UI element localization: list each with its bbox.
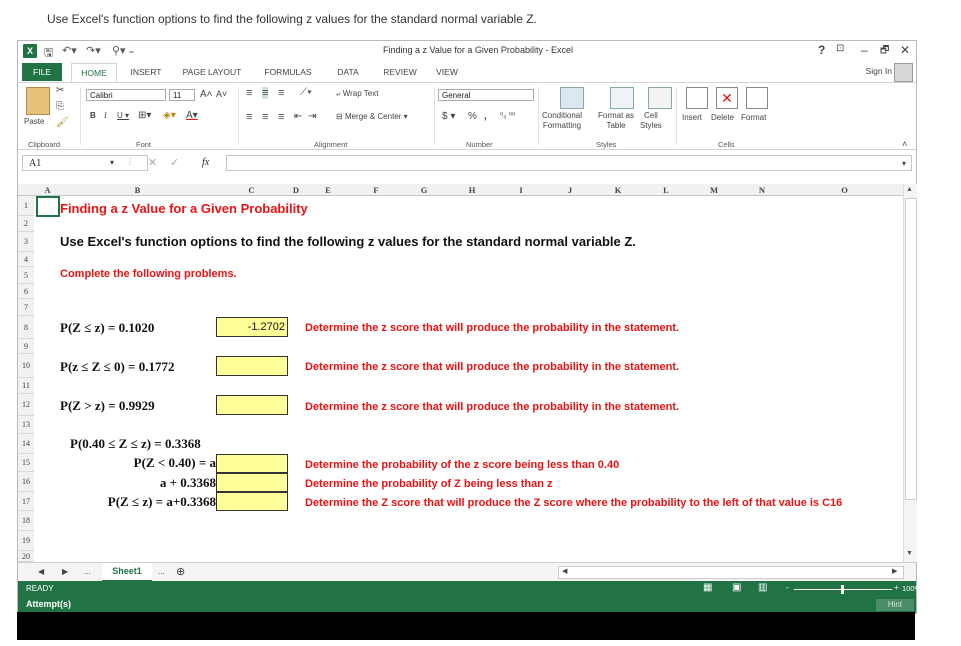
ribbon-home xyxy=(18,82,916,150)
col-header-i[interactable]: I xyxy=(496,184,546,196)
group-divider xyxy=(238,87,239,145)
paste-icon[interactable] xyxy=(26,87,50,115)
group-divider xyxy=(676,87,677,145)
sheets-more-left[interactable]: ... xyxy=(84,567,91,576)
formula-input[interactable] xyxy=(226,155,912,171)
row-header[interactable]: 1 xyxy=(18,196,34,216)
orientation-icon[interactable]: ⟋▾ xyxy=(300,87,312,98)
format-button[interactable]: Format xyxy=(741,113,767,122)
merge-center-button[interactable]: ⊟ Merge & Center ▾ xyxy=(336,112,408,121)
problem-1: P(Z ≤ z) = 0.1020 xyxy=(60,320,155,335)
conditional-formatting-icon[interactable] xyxy=(560,87,584,109)
problem-4b: a + 0.3368 xyxy=(159,475,216,490)
col-header-c[interactable]: C xyxy=(215,184,288,196)
row-header[interactable]: 8 xyxy=(18,316,34,339)
scroll-left-icon[interactable]: ◀ xyxy=(562,568,568,575)
save-icon[interactable]: 🖫 xyxy=(44,47,54,59)
sheet-title: Finding a z Value for a Given Probability xyxy=(60,201,308,216)
group-number: Number xyxy=(466,140,493,149)
cut-icon[interactable]: ✂ xyxy=(56,85,65,96)
currency-icon: $ xyxy=(442,111,448,122)
italic-button[interactable]: I xyxy=(104,111,107,120)
sheet-tabs-bar xyxy=(18,562,916,582)
cancel-icon[interactable]: ✕ xyxy=(148,157,158,169)
tab-insert[interactable]: INSERT xyxy=(130,67,162,77)
status-bar xyxy=(18,581,922,597)
help-button[interactable]: ? xyxy=(818,43,826,57)
group-divider xyxy=(538,87,539,145)
underline-button[interactable]: U ▾ xyxy=(117,111,130,120)
row-header[interactable]: 7 xyxy=(18,299,34,316)
currency-button[interactable]: $ ▾ xyxy=(442,111,456,122)
hint-panel xyxy=(17,612,915,640)
answer-cell-4c[interactable] xyxy=(216,492,288,511)
attempt-bar xyxy=(18,597,916,613)
copy-icon[interactable]: ⎘ xyxy=(56,101,64,112)
answer-cell-4a[interactable] xyxy=(216,454,288,473)
group-font: Font xyxy=(136,140,152,149)
col-header-k[interactable]: K xyxy=(594,184,642,196)
zoom-out-icon[interactable]: - xyxy=(786,583,789,592)
answer-cell-4b[interactable] xyxy=(216,473,288,492)
col-header-g[interactable]: G xyxy=(400,184,448,196)
cell-styles-line2: Styles xyxy=(640,121,662,130)
sheet-tab-sheet1[interactable]: Sheet1 xyxy=(102,563,152,582)
problem-3: P(Z > z) = 0.9929 xyxy=(60,398,155,413)
group-divider xyxy=(434,87,435,145)
restore-button[interactable]: 🗗 xyxy=(880,45,890,56)
cell-styles-icon[interactable] xyxy=(648,87,672,109)
borders-icon[interactable]: ⊞▾ xyxy=(138,110,152,121)
font-size-select[interactable]: 11 xyxy=(169,89,195,101)
number-format-select[interactable]: General xyxy=(438,89,534,101)
note-3: Determine the z score that will produce the probability in the statement. xyxy=(305,401,680,413)
row-header[interactable]: 17 xyxy=(18,492,34,511)
row-header[interactable]: 4 xyxy=(18,252,34,267)
insert-button[interactable]: Insert xyxy=(682,113,703,122)
note-4a: Determine the probability of the z score being less than 0.40 xyxy=(305,459,620,471)
col-header-o[interactable]: O xyxy=(786,184,903,196)
format-painter-icon[interactable]: 🖌 xyxy=(56,117,69,128)
row-header[interactable]: 11 xyxy=(18,378,34,394)
col-header-a[interactable]: A xyxy=(35,184,60,196)
col-header-j[interactable]: J xyxy=(546,184,594,196)
col-header-f[interactable]: F xyxy=(352,184,400,196)
attempts-label: Attempt(s) xyxy=(26,599,71,609)
tab-review[interactable]: REVIEW xyxy=(383,67,417,77)
delete-cells-icon[interactable]: ✕ xyxy=(716,87,738,109)
col-header-m[interactable]: M xyxy=(690,184,738,196)
tab-formulas[interactable]: FORMULAS xyxy=(264,67,312,77)
close-button[interactable]: ✕ xyxy=(900,43,911,57)
row-header[interactable]: 6 xyxy=(18,284,34,299)
conditional-formatting-button[interactable] xyxy=(542,111,582,131)
note-4b: Determine the probability of Z being less than z xyxy=(305,478,553,490)
format-table-line1: Format as xyxy=(598,111,635,120)
merge-icon: ⊟ xyxy=(336,112,345,121)
format-table-line2: Table xyxy=(606,121,626,130)
problem-4a: P(Z < 0.40) = a xyxy=(133,455,216,470)
status-mode: READY xyxy=(26,584,54,593)
format-cells-icon[interactable] xyxy=(746,87,768,109)
more-icon: ⋮ xyxy=(126,157,134,166)
format-table-icon[interactable] xyxy=(610,87,634,109)
zoom-slider-thumb[interactable] xyxy=(841,585,844,594)
selected-cell-a1[interactable] xyxy=(36,196,60,217)
group-styles: Styles xyxy=(596,140,617,149)
sheets-more-right[interactable]: ... xyxy=(158,567,165,576)
align-left-icon[interactable]: ≡ xyxy=(246,111,253,123)
insert-function-icon[interactable]: fx xyxy=(202,157,210,168)
scroll-right-icon[interactable]: ▶ xyxy=(892,568,898,575)
col-header-h[interactable]: H xyxy=(448,184,496,196)
insert-cells-icon[interactable] xyxy=(686,87,708,109)
delete-button[interactable]: Delete xyxy=(711,113,735,122)
tab-view[interactable]: VIEW xyxy=(436,67,458,77)
vertical-scrollbar[interactable] xyxy=(903,184,917,562)
tab-home[interactable]: HOME xyxy=(71,63,117,83)
redo-icon[interactable]: ↷▾ xyxy=(86,45,101,57)
row-header[interactable]: 9 xyxy=(18,339,34,354)
problem-2: P(z ≤ Z ≤ 0) = 0.1772 xyxy=(60,359,175,374)
row-header[interactable]: 2 xyxy=(18,216,34,232)
wrap-text-icon: ⤶ xyxy=(336,89,343,98)
col-header-d[interactable]: D xyxy=(288,184,304,196)
normal-view-icon[interactable]: ▦ xyxy=(703,582,713,593)
name-box[interactable]: A1 xyxy=(22,155,148,171)
note-2: Determine the z score that will produce the probability in the statement. xyxy=(305,361,680,373)
scroll-up-icon[interactable]: ▲ xyxy=(906,186,913,193)
align-center-icon[interactable]: ≡ xyxy=(262,111,269,123)
row-header[interactable]: 3 xyxy=(18,232,34,252)
avatar[interactable] xyxy=(894,63,913,82)
complete-label: Complete the following problems. xyxy=(60,268,237,280)
align-right-icon[interactable]: ≡ xyxy=(278,111,285,123)
answer-cell-2[interactable] xyxy=(216,356,288,376)
comma-button[interactable]: , xyxy=(484,111,487,122)
format-as-table-button[interactable] xyxy=(598,111,634,131)
answer-cell-1[interactable]: -1.2702 xyxy=(216,317,288,337)
name-box-dropdown-icon[interactable]: ▾ xyxy=(110,158,115,167)
shrink-font-icon[interactable]: A˅ xyxy=(216,89,228,99)
wrap-text-label: Wrap Text xyxy=(342,89,379,98)
fill-color-icon[interactable]: ◈▾ xyxy=(163,110,176,121)
problem-4c: P(Z ≤ z) = a+0.3368 xyxy=(107,494,216,509)
hint-button[interactable]: Hint xyxy=(876,599,914,611)
cond-format-line2: Formatting xyxy=(542,121,582,130)
grow-font-icon[interactable]: A˄ xyxy=(200,89,213,100)
tab-data[interactable]: DATA xyxy=(337,67,359,77)
row-header[interactable]: 19 xyxy=(18,531,34,551)
col-header-l[interactable]: L xyxy=(642,184,690,196)
merge-center-label: Merge & Center xyxy=(344,112,402,121)
top-align-icon[interactable]: ≡ xyxy=(246,87,253,99)
row-header[interactable]: 13 xyxy=(18,416,34,434)
row-header[interactable]: 12 xyxy=(18,394,34,416)
bottom-align-icon[interactable]: ≡ xyxy=(278,87,285,99)
sign-in-link[interactable]: Sign In xyxy=(865,66,892,76)
page-layout-view-icon[interactable]: ▣ xyxy=(732,582,742,593)
excel-logo-icon: X xyxy=(23,44,37,58)
ribbon-tabs xyxy=(18,63,916,82)
row-header[interactable]: 15 xyxy=(18,454,34,472)
cell-styles-line1: Cell xyxy=(644,111,658,120)
window-title: Finding a z Value for a Given Probability - Excel xyxy=(383,45,573,55)
col-header-e[interactable]: E xyxy=(304,184,352,196)
page-break-view-icon[interactable]: ▥ xyxy=(758,582,768,593)
prev-sheet-icon[interactable]: ◀ xyxy=(38,567,45,576)
bold-button[interactable]: B xyxy=(90,111,96,120)
row-header[interactable]: 14 xyxy=(18,434,34,454)
row-header[interactable]: 5 xyxy=(18,267,34,284)
tab-page-layout[interactable]: PAGE LAYOUT xyxy=(182,67,242,77)
group-divider xyxy=(80,87,81,145)
note-1: Determine the z score that will produce the probability in the statement. xyxy=(305,322,680,334)
row-header[interactable]: 16 xyxy=(18,472,34,492)
customize-toolbar-icon[interactable]: ⚲▾ ₌ xyxy=(112,45,135,57)
minimize-button[interactable]: – xyxy=(861,43,868,57)
instruction-text: Use Excel's function options to find the following z values for the standard normal variable Z. xyxy=(47,12,537,26)
note-4c: Determine the Z score that will produce the Z score where the probability to the left of that value is C16 xyxy=(305,497,843,509)
title-bar xyxy=(18,41,916,63)
scroll-thumb[interactable] xyxy=(905,198,917,500)
problem-4: P(0.40 ≤ Z ≤ z) = 0.3368 xyxy=(70,436,201,451)
wrap-text-button[interactable] xyxy=(336,89,378,99)
expand-formula-icon[interactable]: ▾ xyxy=(902,159,907,168)
sheet-heading: Use Excel's function options to find the following z values for the standard normal variable Z. xyxy=(60,234,636,249)
increase-indent-icon[interactable]: ⇥ xyxy=(308,111,317,122)
horizontal-scrollbar[interactable] xyxy=(558,566,904,579)
formula-bar xyxy=(18,151,916,175)
select-all-corner[interactable] xyxy=(18,184,35,196)
tab-file[interactable]: FILE xyxy=(22,63,62,81)
col-header-n[interactable]: N xyxy=(738,184,786,196)
add-sheet-icon[interactable]: ⊕ xyxy=(176,566,186,578)
answer-cell-3[interactable] xyxy=(216,395,288,415)
next-sheet-icon[interactable]: ▶ xyxy=(62,567,69,576)
font-name-select[interactable]: Calibri xyxy=(86,89,166,101)
group-clipboard: Clipboard xyxy=(28,140,61,149)
collapse-ribbon-icon[interactable]: ˄ xyxy=(902,139,908,149)
zoom-level[interactable]: 100% xyxy=(902,584,922,593)
zoom-in-icon[interactable]: + xyxy=(894,583,899,592)
col-header-b[interactable]: B xyxy=(60,184,215,196)
cell-styles-button[interactable] xyxy=(640,111,662,131)
font-color-icon[interactable]: A▾ xyxy=(186,110,198,121)
percent-button[interactable]: % xyxy=(468,111,477,122)
group-cells: Cells xyxy=(718,140,735,149)
decimal-buttons[interactable]: ⁰₀ ⁰⁰ xyxy=(500,111,516,120)
paste-button[interactable]: Paste xyxy=(24,117,45,126)
middle-align-icon[interactable]: ≡ xyxy=(262,87,269,99)
row-header[interactable]: 18 xyxy=(18,511,34,531)
row-header[interactable]: 10 xyxy=(18,354,34,378)
undo-icon[interactable]: ↶▾ xyxy=(62,45,77,57)
scroll-down-icon[interactable]: ▼ xyxy=(906,550,913,557)
row-header[interactable]: 20 xyxy=(18,551,34,562)
excel-window xyxy=(17,40,922,614)
ribbon-display-icon[interactable]: ⊡ xyxy=(836,43,845,54)
cond-format-line1: Conditional xyxy=(542,111,583,120)
group-alignment: Alignment xyxy=(314,140,348,149)
decrease-indent-icon[interactable]: ⇤ xyxy=(294,111,303,122)
enter-icon[interactable]: ✓ xyxy=(170,157,180,169)
